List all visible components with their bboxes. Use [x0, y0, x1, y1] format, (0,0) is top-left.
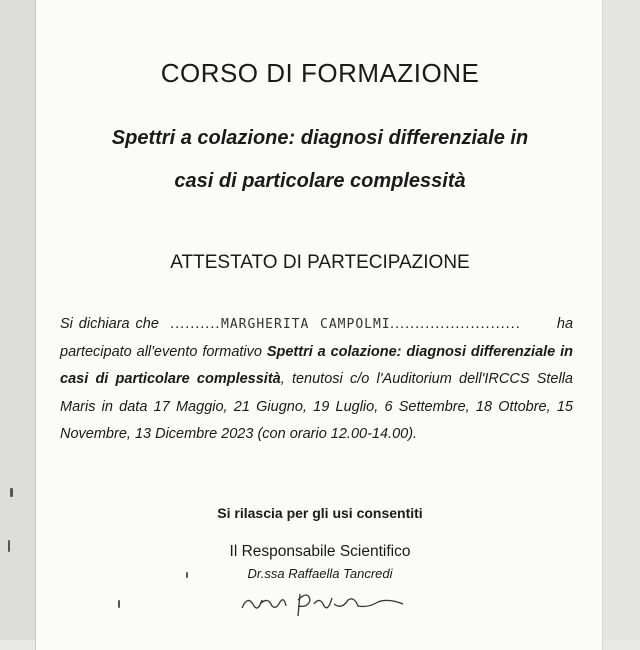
attestato-heading: ATTESTATO DI PARTECIPAZIONE	[170, 252, 470, 273]
course-title-line1: Spettri a colazione: diagnosi differenziale in	[111, 127, 529, 149]
dots-before: ..........	[170, 316, 222, 332]
signature-icon	[238, 586, 418, 622]
scan-speck	[10, 488, 13, 497]
page-title: CORSO DI FORMAZIONE	[160, 58, 480, 88]
participant-name: MARGHERITA CAMPOLMI	[221, 317, 391, 332]
responsabile-title: Il Responsabile Scientifico	[229, 543, 411, 560]
scan-speck	[186, 572, 188, 578]
scan-speck	[8, 540, 10, 552]
scan-speck	[118, 600, 120, 608]
body-line2-prefix: partecipato all'evento formativo	[60, 343, 267, 360]
course-name-bold: Spettri a colazione: diagnosi differenziale in casi di particolare complessità	[60, 343, 573, 387]
body-rest: , tenutosi c/o l'Auditorium dell'IRCCS Stella Maris in data 17 Maggio, 21 Giugno, 19 Luglio, 6 Settembre, 18 Ottobre, 15 Novembre, 13 Dicembre 2023 (con orario 12.00-14.00).	[60, 371, 573, 442]
dots-after: ..........................	[390, 316, 522, 332]
rilascia-text: Si rilascia per gli usi consentiti	[217, 505, 423, 521]
certificate-body	[60, 311, 573, 449]
logo-seal-icon	[231, 0, 301, 6]
responsabile-name: Dr.ssa Raffaella Tancredi	[247, 566, 393, 581]
course-title-line2: casi di particolare complessità	[174, 170, 466, 192]
ha-text: ha	[556, 316, 574, 332]
intro-text: Si dichiara che	[60, 316, 159, 332]
